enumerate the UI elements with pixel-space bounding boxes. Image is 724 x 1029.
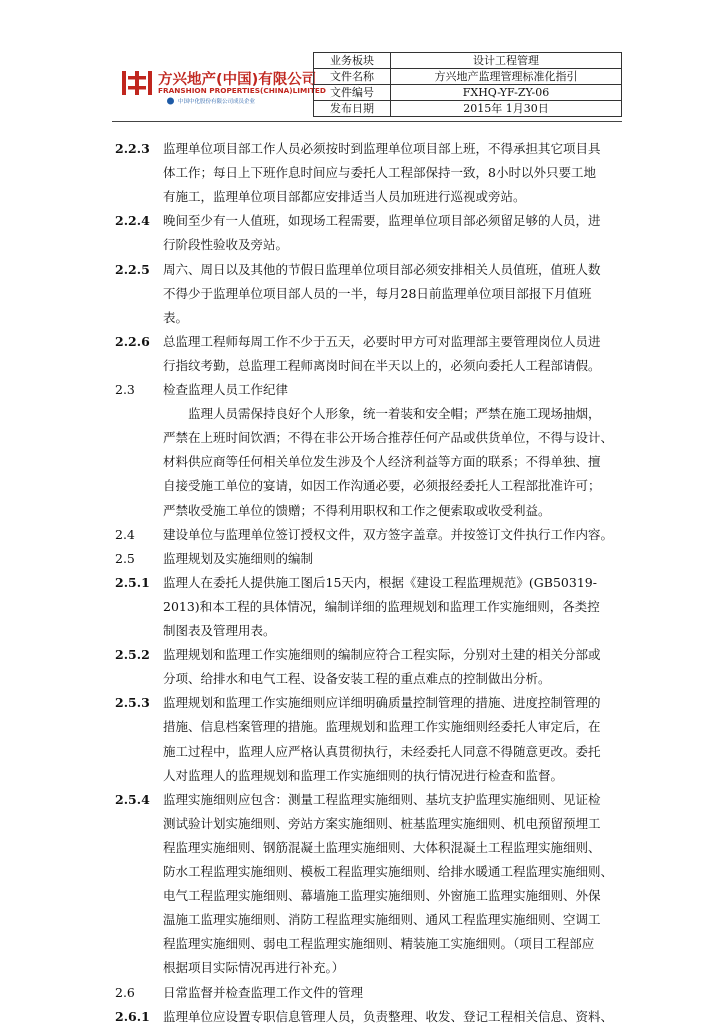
info-key: 文件编号: [314, 85, 391, 101]
info-value: 设计工程管理: [391, 53, 622, 69]
paragraph-line: 不得少于监理单位项目部人员的一半，每月28日前监理单位项目部报下月值班: [163, 285, 592, 301]
info-value: FXHQ-YF-ZY-06: [391, 85, 622, 101]
paragraph-line: 2013)和本工程的具体情况，编制详细的监理规划和监理工作实施细则，各类控: [163, 598, 600, 614]
sinochem-logo-icon: [166, 97, 175, 105]
paragraph-line: 程监理实施细则、钢筋混凝土监理实施细则、大体积混凝土工程监理实施细则、: [163, 839, 601, 855]
company-logo: [120, 67, 326, 109]
paragraph-line: 表。: [163, 309, 189, 325]
company-name-cn: 方兴地产(中国)有限公司: [158, 72, 317, 88]
paragraph-line: 监理单位项目部工作人员必须按时到监理单位项目部上班，不得承担其它项目具: [163, 141, 601, 156]
section-number: 2.5: [115, 550, 135, 566]
info-key: 文件名称: [314, 69, 391, 85]
paragraph-line: 周六、周日以及其他的节假日监理单位项目部必须安排相关人员值班，值班人数: [163, 261, 601, 277]
paragraph-line: 温施工监理实施细则、消防工程监理实施细则、通风工程监理实施细则、空调工: [163, 912, 601, 928]
paragraph-line: 监理规划及实施细则的编制: [163, 550, 314, 566]
paragraph-line: 材料供应商等任何相关单位发生涉及个人经济利益等方面的联系；不得单独、擅: [163, 454, 601, 470]
document-info-table: [313, 52, 622, 117]
info-key: 业务板块: [314, 53, 391, 69]
paragraph-line: 电气工程监理实施细则、幕墙施工监理实施细则、外窗施工监理实施细则、外保: [163, 888, 601, 904]
paragraph-line: 测试验计划实施细则、旁站方案实施细则、桩基监理实施细则、机电预留预埋工: [163, 815, 601, 831]
paragraph-line: 体工作；每日上下班作息时间应与委托人工程部保持一致，8小时以外只要工地: [163, 165, 596, 181]
paragraph-line: 防水工程监理实施细则、模板工程监理实施细则、给排水暖通工程监理实施细则、: [163, 864, 614, 879]
section-number: 2.2.5: [115, 261, 150, 277]
paragraph-line: 行阶段性验收及旁站。: [163, 237, 289, 253]
info-row-filename: [314, 69, 622, 85]
section-number: 2.2.3: [115, 141, 150, 156]
section-number: 2.6: [115, 984, 135, 1000]
company-parent-note: 中国中化股份有限公司成员企业: [178, 99, 256, 105]
paragraph-line: 监理单位应设置专职信息管理人员，负责整理、收发、登记工程相关信息、资料、: [163, 1008, 614, 1024]
paragraph-line: 制图表及管理用表。: [163, 623, 276, 638]
paragraph-line: 监理实施细则应包含：测量工程监理实施细则、基坑支护监理实施细则、见证检: [163, 791, 601, 807]
section-number: 2.2.6: [115, 333, 150, 349]
header-divider: [112, 121, 622, 122]
section-number: 2.3: [115, 382, 135, 397]
paragraph-line: 建设单位与监理单位签订授权文件，双方签字盖章。并按签订文件执行工作内容。: [163, 526, 614, 542]
info-row-fileno: [314, 85, 622, 101]
paragraph-line: 日常监督并检查监理工作文件的管理: [163, 984, 364, 1000]
paragraph-line: 晚间至少有一人值班，如现场工程需要，监理单位项目部必须留足够的人员，进: [163, 213, 601, 229]
paragraph-line: 监理人在委托人提供施工图后15天内，根据《建设工程监理规范》(GB50319-: [163, 574, 597, 590]
paragraph-line: 严禁收受施工单位的馈赠；不得利用职权和工作之便索取或收受利益。: [163, 502, 551, 518]
paragraph-line: 监理规划和监理工作实施细则应详细明确质量控制管理的措施、进度控制管理的: [163, 695, 601, 711]
info-row-sector: [314, 53, 622, 69]
info-value: 2015年 1月30日: [391, 101, 622, 117]
paragraph-line: 监理规划和监理工作实施细则的编制应符合工程实际，分别对土建的相关分部或: [163, 647, 601, 663]
paragraph-line: 自接受施工单位的宴请，如因工作沟通必要，必须报经委托人工程部批准许可；: [163, 478, 601, 494]
info-row-date: [314, 101, 622, 117]
paragraph-line: 监理人员需保持良好个人形象，统一着装和安全帽；严禁在施工现场抽烟，: [163, 406, 601, 422]
section-number: 2.5.3: [115, 695, 150, 711]
company-name-en: FRANSHION PROPERTIES(CHINA)LIMITED: [158, 86, 326, 95]
paragraph-line: 措施、信息档案管理的措施。监理规划和监理工作实施细则经委托人审定后，在: [163, 719, 601, 735]
section-number: 2.4: [115, 526, 135, 542]
section-number: 2.5.4: [115, 791, 150, 807]
paragraph-line: 人对监理人的监理规划和监理工作实施细则的执行情况进行检查和监督。: [163, 767, 564, 783]
paragraph-line: 严禁在上班时间饮酒；不得在非公开场合推荐任何产品或供货单位，不得与设计、: [163, 430, 614, 446]
paragraph-line: 根据项目实际情况再进行补充。）: [163, 960, 345, 976]
paragraph-line: 总监理工程师每周工作不少于五天，必要时甲方可对监理部主要管理岗位人员进: [163, 333, 601, 349]
paragraph-line: 分项、给排水和电气工程、设备安装工程的重点难点的控制做出分析。: [163, 671, 551, 687]
section-number: 2.2.4: [115, 213, 150, 229]
paragraph-line: 行指纹考勤，总监理工程师离岗时间在半天以上的，必须向委托人工程部请假。: [163, 357, 601, 373]
section-number: 2.6.1: [115, 1008, 150, 1024]
info-value: 方兴地产监理管理标准化指引: [391, 69, 622, 85]
section-number: 2.5.1: [115, 574, 150, 590]
paragraph-line: 有施工，监理单位项目部都应安排适当人员加班进行巡视或旁站。: [163, 189, 526, 205]
section-number: 2.5.2: [115, 647, 150, 663]
paragraph-line: 程监理实施细则、弱电工程监理实施细则、精装施工实施细则。（项目工程部应: [163, 936, 595, 952]
info-key: 发布日期: [314, 101, 391, 117]
paragraph-line: 检查监理人员工作纪律: [163, 382, 289, 397]
franshion-logo-mark-icon: [120, 68, 154, 98]
paragraph-line: 施工过程中，监理人应严格认真贯彻执行，未经委托人同意不得随意更改。委托: [163, 743, 601, 759]
